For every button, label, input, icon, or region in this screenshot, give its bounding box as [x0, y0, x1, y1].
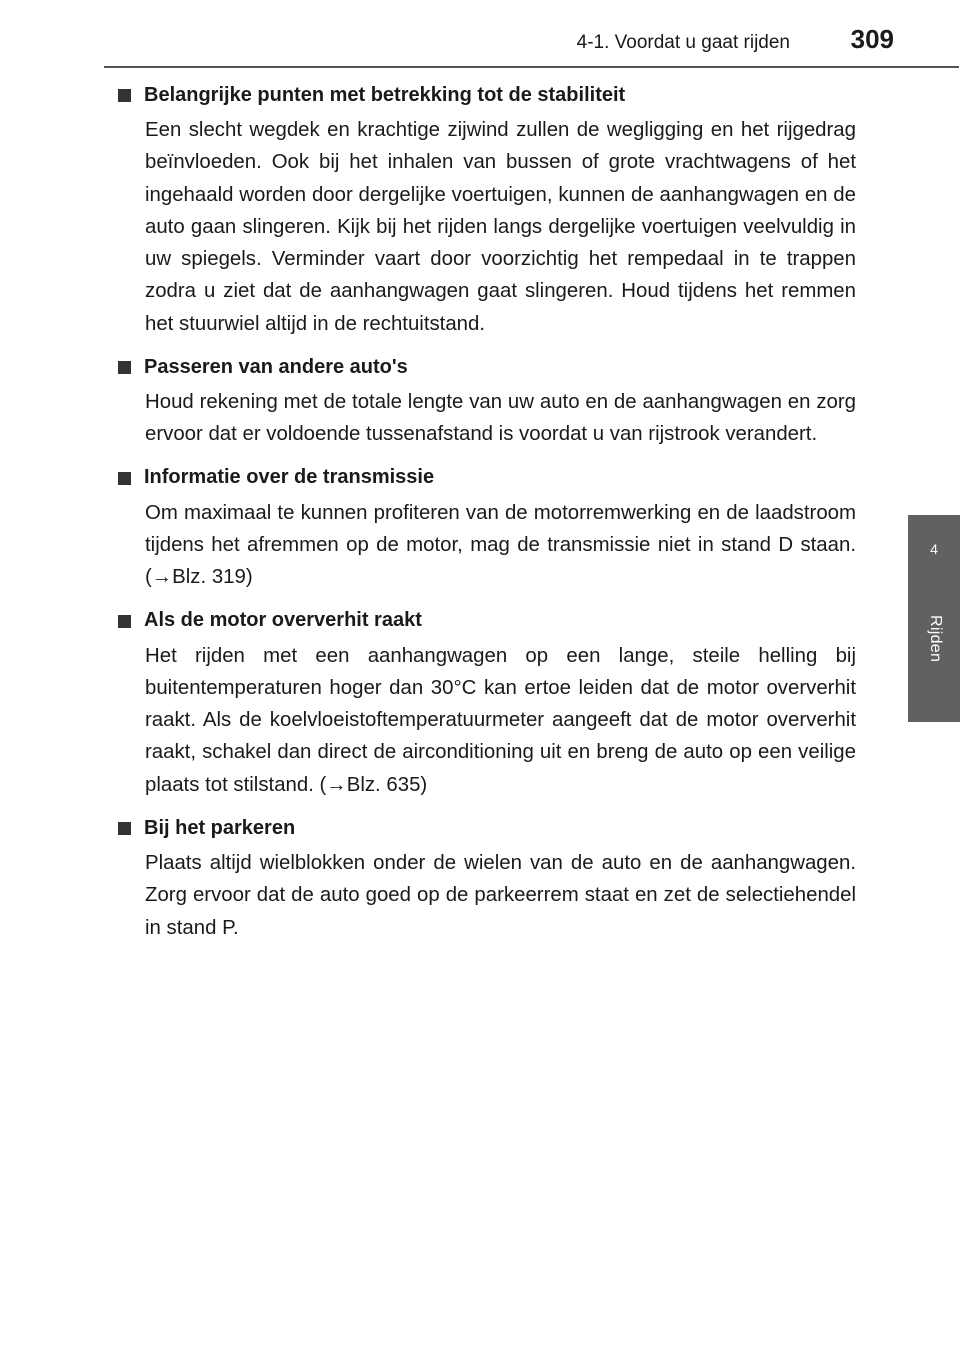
page-content [118, 78, 856, 954]
section-stability [118, 78, 856, 340]
page-header [104, 22, 894, 66]
section-body: Om maximaal te kunnen profiteren van de motorremwerking en de laadstroom tijdens het afremmen op de motor, mag de transmissie niet in stand D staan. (→Blz. 319) [145, 501, 856, 589]
page-number: 309 [850, 24, 894, 54]
section-heading [118, 811, 856, 845]
section-body: Houd rekening met de totale lengte van uw auto en de aanhangwagen en zorg ervoor dat er voldoende tussenafstand is voordat u van rijstrook verandert. [145, 391, 856, 446]
section-transmission [118, 461, 856, 594]
section-heading-text: Informatie over de transmissie [144, 466, 435, 489]
square-bullet-icon [118, 472, 131, 485]
header-section-title: 4-1. Voordat u gaat rijden [576, 32, 790, 53]
section-overheating [118, 604, 856, 801]
square-bullet-icon [118, 822, 131, 835]
section-body: Een slecht wegdek en krachtige zijwind zullen de wegligging en het rijgedrag beïnvloeden. Ook bij het inhalen van bussen of grote vrachtwagens of het ingehaald worden door dergelijke voertuigen, kunnen de aanhangwagen en de auto gaan slingeren. Kijk bij het rijden langs dergelijke voertuigen veelvuldig in uw spiegels. Verminder vaart door voorzichtig het rempedaal in te trappen zodra u ziet dat de aanhangwagen gaat slingeren. Houd tijdens het remmen het stuurwiel altijd in de rechtuitstand. [145, 119, 856, 335]
section-heading [118, 350, 856, 384]
chapter-side-tab [908, 515, 960, 722]
section-body: Plaats altijd wielblokken onder de wielen van de auto en de aanhangwagen. Zorg ervoor dat de auto goed op de parkeerrem staat en zet de selectiehendel in stand P. [145, 852, 856, 939]
section-parking [118, 811, 856, 944]
square-bullet-icon [118, 615, 131, 628]
section-body: Het rijden met een aanhangwagen op een lange, steile helling bij buitentemperaturen hoger dan 30°C kan ertoe leiden dat de motor oververhit raakt. Als de koelvloeistoftemperatuurmeter aangeeft dat de motor oververhit raakt, schakel dan direct de airconditioning uit en breng de auto op een veilige plaats tot stilstand. (→Blz. 635) [145, 644, 856, 796]
header-divider [104, 66, 959, 68]
section-heading-text: Belangrijke punten met betrekking tot de stabiliteit [144, 83, 626, 106]
section-heading-text: Bij het parkeren [144, 816, 296, 839]
square-bullet-icon [118, 89, 131, 102]
section-heading [118, 78, 856, 112]
chapter-number: 4 [930, 541, 938, 557]
section-heading [118, 461, 856, 495]
section-passing [118, 350, 856, 451]
section-heading-text: Als de motor oververhit raakt [144, 609, 422, 632]
chapter-label: Rijden [927, 615, 944, 663]
section-heading [118, 604, 856, 638]
square-bullet-icon [118, 361, 131, 374]
section-heading-text: Passeren van andere auto's [144, 355, 408, 378]
